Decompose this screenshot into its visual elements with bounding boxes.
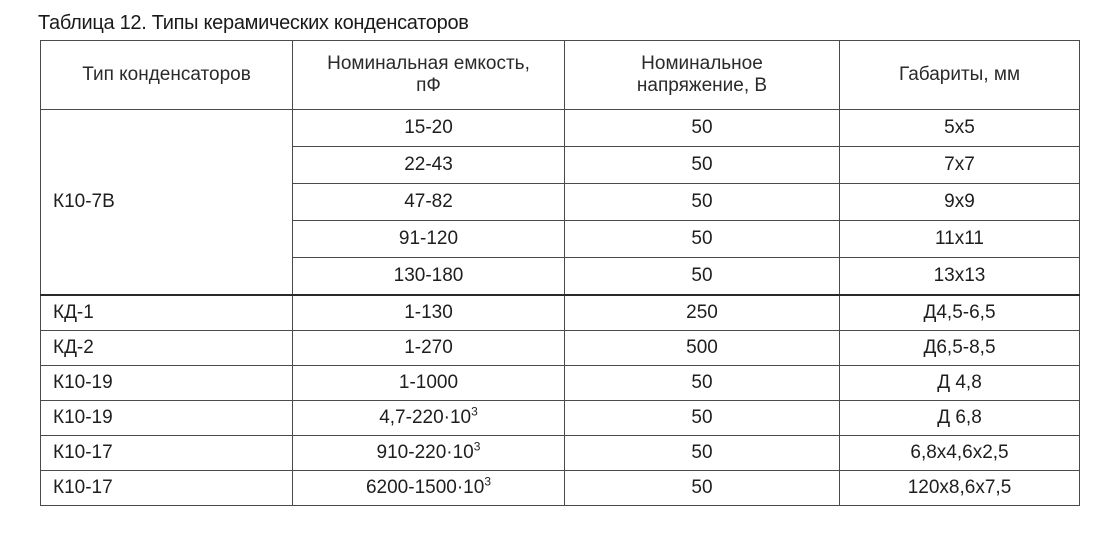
size-cell: Д 4,8 [840, 366, 1080, 401]
voltage-cell: 50 [565, 184, 840, 221]
table-caption: Таблица 12. Типы керамических конденсаторов [38, 12, 469, 34]
capacity-cell: 47-82 [293, 184, 565, 221]
capacity-cell [293, 401, 565, 436]
capacity-cell [293, 436, 565, 471]
header-capacity [293, 41, 565, 110]
size-cell: 6,8x4,6x2,5 [840, 436, 1080, 471]
size-cell: Д 6,8 [840, 401, 1080, 436]
voltage-cell: 500 [565, 331, 840, 366]
header-row [41, 41, 1080, 110]
type-cell: К10-19 [41, 401, 293, 436]
type-cell: К10-17 [41, 436, 293, 471]
capacity-value: 1-270 [404, 337, 453, 359]
voltage-cell: 50 [565, 471, 840, 506]
header-voltage [565, 41, 840, 110]
table-row [41, 110, 1080, 147]
table-row [41, 401, 1080, 436]
size-cell: Д6,5-8,5 [840, 331, 1080, 366]
voltage-cell: 50 [565, 221, 840, 258]
capacity-value: 1-1000 [398, 372, 459, 394]
type-cell: КД-1 [41, 295, 293, 331]
header-capacity-line2: пФ [416, 75, 441, 96]
capacity-value: 6200-1500·10 [365, 477, 485, 499]
header-capacity-line1: Номинальная емкость, [327, 53, 530, 75]
capacity-value: 910-220·10 [376, 442, 474, 464]
size-cell: 13x13 [840, 258, 1080, 296]
capacity-exponent: 3 [473, 439, 481, 454]
header-voltage-line2: напряжение, В [636, 75, 768, 96]
voltage-cell: 50 [565, 401, 840, 436]
capacity-exponent: 3 [471, 404, 478, 419]
voltage-cell: 50 [565, 436, 840, 471]
size-cell: 9x9 [840, 184, 1080, 221]
voltage-cell: 250 [565, 295, 840, 331]
type-cell: К10-17 [41, 471, 293, 506]
header-type: Тип конденсаторов [41, 41, 293, 110]
size-cell: 7x7 [840, 147, 1080, 184]
capacity-cell [293, 366, 565, 401]
capacity-cell: 130-180 [293, 258, 565, 296]
table-row [41, 331, 1080, 366]
capacity-cell: 15-20 [293, 110, 565, 147]
capacity-cell [293, 471, 565, 506]
capacity-value: 1-130 [404, 302, 453, 324]
table-row [41, 436, 1080, 471]
table-row [41, 295, 1080, 331]
capacity-cell [293, 331, 565, 366]
capacity-cell: 22-43 [293, 147, 565, 184]
table-row [41, 366, 1080, 401]
voltage-cell: 50 [565, 258, 840, 296]
size-cell: 11x11 [840, 221, 1080, 258]
type-cell: КД-2 [41, 331, 293, 366]
type-cell: К10-19 [41, 366, 293, 401]
capacitor-types-table [40, 40, 1080, 506]
size-cell: 5x5 [840, 110, 1080, 147]
header-voltage-line1: Номинальное [641, 53, 763, 75]
capacity-cell: 91-120 [293, 221, 565, 258]
voltage-cell: 50 [565, 110, 840, 147]
size-cell: 120x8,6x7,5 [840, 471, 1080, 506]
table-row [41, 471, 1080, 506]
capacity-cell [293, 295, 565, 331]
voltage-cell: 50 [565, 147, 840, 184]
type-cell-group1: К10-7В [41, 110, 293, 296]
header-size: Габариты, мм [840, 41, 1080, 110]
size-cell: Д4,5-6,5 [840, 295, 1080, 331]
capacity-value: 4,7-220·10 [379, 407, 472, 429]
voltage-cell: 50 [565, 366, 840, 401]
capacity-exponent: 3 [484, 474, 491, 489]
